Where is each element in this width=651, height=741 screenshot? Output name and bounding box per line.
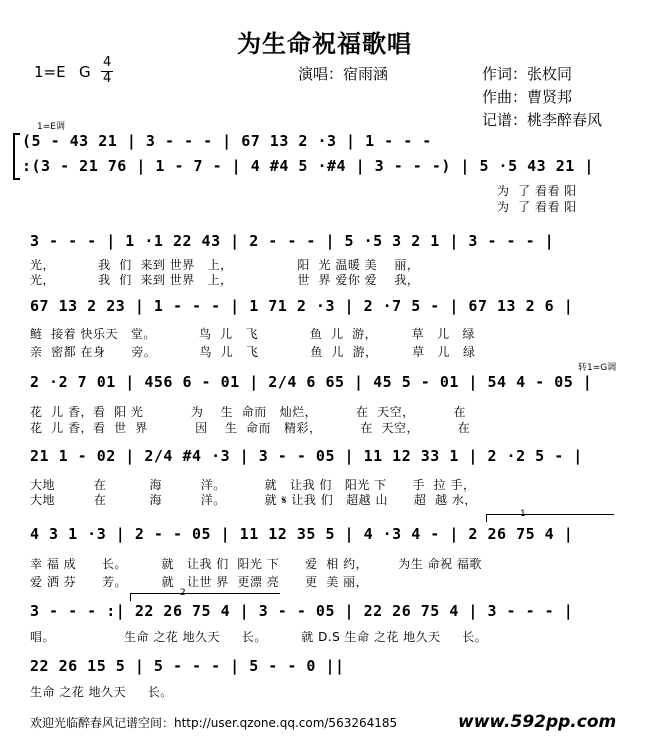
notes-line-4: 2 ·2 7 01 | 456 6 - 01 | 2/4 6 65 | 45 5 - 01 | 54 4 - 05 | <box>30 373 593 391</box>
volta-2-label: 2 <box>180 588 186 598</box>
volta-1-line <box>486 514 614 515</box>
lyric-line-5b: 大地 在 海 洋。 就 𝄋 让我 们 超越 山 超 越 水， <box>30 493 477 507</box>
song-title: 为生命祝福歌唱 <box>237 30 412 58</box>
modulation-label: 转1=G调 <box>578 363 617 373</box>
footer-text: 欢迎光临醉春风记谱空间：http://user.qzone.qq.com/563264185 <box>30 716 398 730</box>
key-signature: 1=E <box>34 63 66 81</box>
lyric-line-6a: 幸 福 成 长。 就 让我 们 阳光 下 爱 相 约， 为生 命祝 福歌 <box>30 557 482 571</box>
volta-1-tick <box>486 514 487 522</box>
volta-2-line <box>130 593 280 594</box>
notes-line-6: 4 3 1 ·3 | 2 - - 05 | 11 12 35 5 | 4 ·3 4 - | 2 26 75 4 | <box>30 525 574 543</box>
key-signature-g: G <box>79 63 91 81</box>
volta-2-tick <box>130 593 131 601</box>
composer: 作曲：曹贤邦 <box>482 88 573 106</box>
notes-line-3: 67 13 2 23 | 1 - - - | 1 71 2 ·3 | 2 ·7 5 - | 67 13 2 6 | <box>30 297 574 315</box>
notes-line-8: 22 26 15 5 | 5 - - - | 5 - - 0 || <box>30 657 345 675</box>
volta-1-label: 1 <box>520 509 526 519</box>
lyric-line-2b: 光， 我 们 来到 世界 上， 世 界 爱你 爱 我， <box>30 273 420 287</box>
lyric-line-1b: 为 了 看看 阳 <box>497 200 577 214</box>
system-bracket <box>13 133 20 180</box>
lyricist: 作词：张枚同 <box>482 65 573 83</box>
transcriber: 记谱：桃李醉春风 <box>482 111 603 129</box>
lyric-line-3a: 鲢 接着 快乐天 堂。 鸟 儿 飞 鱼 儿 游， 草 儿 绿 <box>30 327 476 341</box>
notes-line-2: 3 - - - | 1 ·1 22 43 | 2 - - - | 5 ·5 3 2 1 | 3 - - - | <box>30 232 555 250</box>
lyric-line-3b: 亲 密都 在身 旁。 鸟 儿 飞 鱼 儿 游， 草 儿 绿 <box>30 345 476 359</box>
lyric-line-7: 唱。 生命 之花 地久天 长。 就 D.S 生命 之花 地久天 长。 <box>30 630 488 644</box>
intro-line-repeat: :(3 - 21 76 | 1 - 7 - | 4 #4 5 ·#4 | 3 - - -) | 5 ·5 43 21 | <box>22 157 594 175</box>
notes-line-5: 21 1 - 02 | 2/4 #4 ·3 | 3 - - 05 | 11 12 33 1 | 2 ·2 5 - | <box>30 447 583 465</box>
lyric-line-5a: 大地 在 海 洋。 就 让我 们 阳光 下 手 拉 手， <box>30 478 476 492</box>
lyric-line-8: 生命 之花 地久天 长。 <box>30 685 173 699</box>
singer: 演唱：宿雨涵 <box>298 65 389 83</box>
intro-key-label: 1=E调 <box>37 122 65 132</box>
lyric-line-4b: 花 儿 香，看 世 界 因 生 命而 精彩， 在 天空， 在 <box>30 421 471 435</box>
intro-line: (5 - 43 21 | 3 - - - | 67 13 2 ·3 | 1 - - - <box>22 132 432 150</box>
lyric-line-6b: 爱 洒 芬 芳。 就 让世 界 更漂 亮 更 美 丽， <box>30 575 369 589</box>
lyric-line-2a: 光， 我 们 来到 世界 上， 阳 光 温暖 美 丽， <box>30 258 420 272</box>
site-logo: www.592pp.com <box>458 712 617 732</box>
lyric-line-4a: 花 儿 香，看 阳 光 为 生 命而 灿烂， 在 天空， 在 <box>30 405 466 419</box>
time-signature-bottom: 4 <box>103 71 112 86</box>
lyric-line-1a: 为 了 看看 阳 <box>497 184 577 198</box>
time-signature-top: 4 <box>103 55 112 70</box>
notes-line-7: 3 - - - :| 22 26 75 4 | 3 - - 05 | 22 26 75 4 | 3 - - - | <box>30 602 574 620</box>
